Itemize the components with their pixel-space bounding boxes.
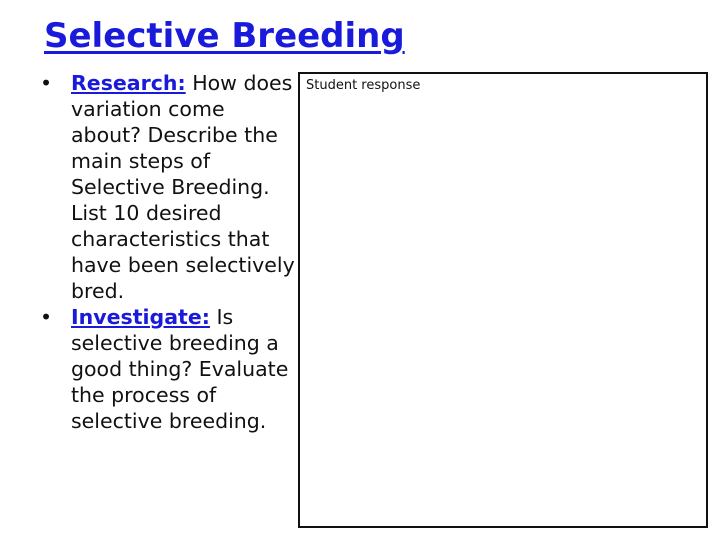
investigate-keyword: Investigate:	[71, 305, 210, 329]
bullet-dot-icon: •	[40, 71, 53, 95]
bullet-list	[36, 70, 300, 434]
bullet-dot-icon: •	[40, 305, 53, 329]
investigate-text: Is selective breeding a good thing? Evaluate the process of selective breeding.	[71, 305, 289, 433]
bullet-item-research	[36, 70, 300, 304]
student-response-label: Student response	[306, 78, 421, 93]
research-keyword: Research:	[71, 71, 186, 95]
bullet-item-investigate	[36, 304, 300, 434]
student-response-box[interactable]	[298, 72, 708, 528]
research-text: How does variation come about? Describe the main steps of Selective Breeding. List 10 desired characteristics that have been selectively bred.	[71, 71, 295, 303]
slide-title: Selective Breeding	[44, 16, 405, 56]
